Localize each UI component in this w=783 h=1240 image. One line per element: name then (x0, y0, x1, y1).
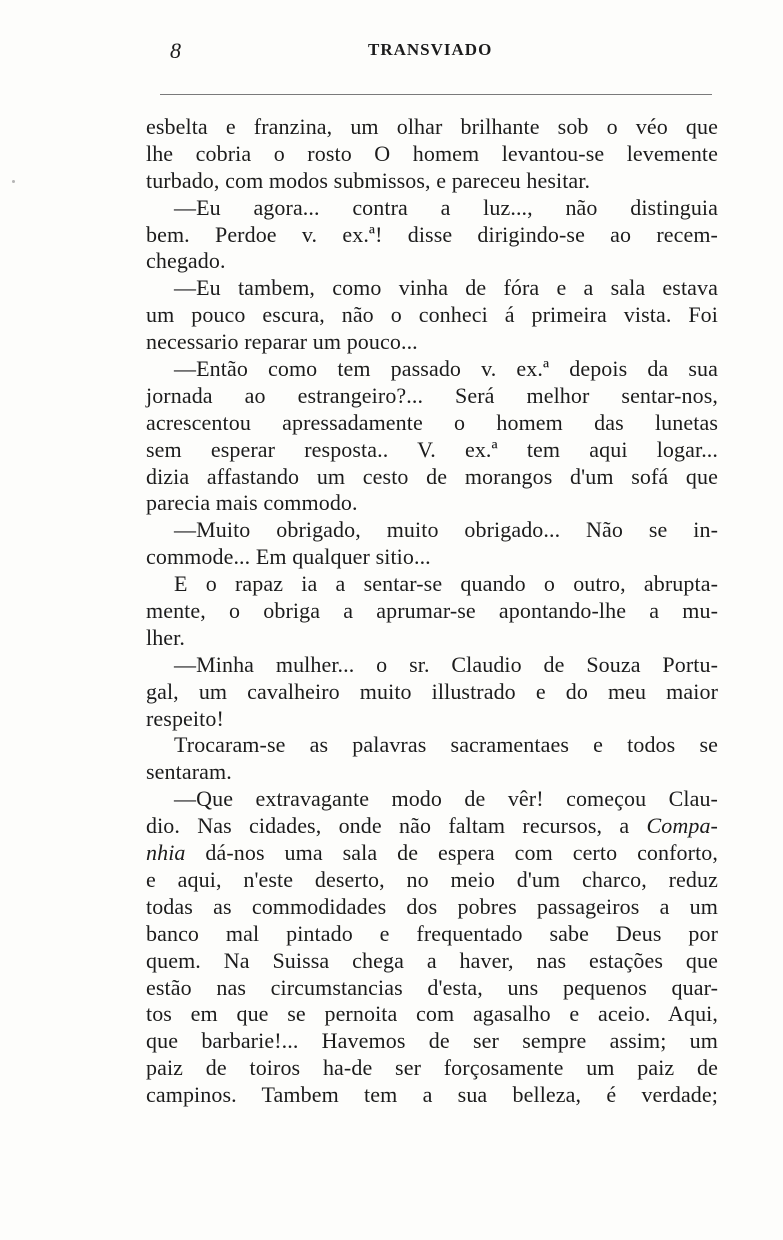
text-line: banco mal pintado e frequentado sabe Deus por (146, 920, 718, 946)
text-line: chegado. (146, 248, 226, 274)
text-line: —Eu tambem, como vinha de fóra e a sala estava (174, 275, 718, 301)
text-line: parecia mais commodo. (146, 490, 358, 516)
text-line: quem. Na Suissa chega a haver, nas estações que (146, 947, 718, 973)
text-line: turbado, com modos submissos, e pareceu hesitar. (146, 167, 591, 193)
paper-speck (12, 180, 15, 183)
text-line: commode... Em qualquer sitio... (146, 544, 431, 570)
text-line: lher. (146, 624, 185, 650)
text-line: dizia affastando um cesto de morangos d'um sofá que (146, 463, 718, 489)
text-line: sem esperar resposta.. V. ex.ª tem aqui logar... (146, 436, 718, 462)
text-line: estão nas circumstancias d'esta, uns pequenos quar- (146, 974, 718, 1000)
text-line: um pouco escura, não o conheci á primeira vista. Foi (146, 302, 718, 328)
running-head (170, 38, 530, 68)
text-line: sentaram. (146, 759, 232, 785)
text-line: bem. Perdoe v. ex.ª! disse dirigindo-se ao recem- (146, 221, 718, 247)
text-line: E o rapaz ia a sentar-se quando o outro, abrupta- (174, 571, 718, 597)
text-line: campinos. Tambem tem a sua belleza, é verdade; (146, 1082, 718, 1108)
text-line: dio. Nas cidades, onde não faltam recursos, a Compa- (146, 813, 718, 839)
text-line: paiz de toiros ha-de ser forçosamente um paiz de (146, 1055, 718, 1081)
running-title: TRANSVIADO (368, 40, 493, 59)
text-line: acrescentou apressadamente o homem das lunetas (146, 409, 718, 435)
body-text (146, 114, 718, 1109)
text-line: jornada ao estrangeiro?... Será melhor sentar-nos, (146, 382, 718, 408)
header-rule (160, 94, 712, 95)
text-line: necessario reparar um pouco... (146, 329, 418, 355)
text-line: gal, um cavalheiro muito illustrado e do meu maior (146, 678, 718, 704)
page-number: 8 (170, 38, 181, 63)
text-line: todas as commodidades dos pobres passageiros a um (146, 893, 718, 919)
text-line: esbelta e franzina, um olhar brilhante sob o véo que (146, 114, 718, 139)
text-line: —Então como tem passado v. ex.ª depois da sua (174, 356, 718, 382)
text-line: lhe cobria o rosto O homem levantou-se levemente (146, 140, 718, 166)
text-line: —Minha mulher... o sr. Claudio de Souza Portu- (174, 651, 718, 677)
text-line: —Eu agora... contra a luz..., não distinguia (174, 194, 718, 220)
text-line: respeito! (146, 705, 224, 731)
text-line: tos em que se pernoita com agasalho e aceio. Aqui, (146, 1001, 718, 1027)
text-line: —Que extravagante modo de vêr! começou Clau- (174, 786, 718, 812)
text-line: e aqui, n'este deserto, no meio d'um charco, reduz (146, 866, 718, 892)
text-line: —Muito obrigado, muito obrigado... Não se in- (174, 517, 718, 543)
text-line: mente, o obriga a aprumar-se apontando-lhe a mu- (146, 598, 718, 624)
text-line: Trocaram-se as palavras sacramentaes e todos se (174, 732, 718, 758)
text-line: nhia dá-nos uma sala de espera com certo conforto, (146, 840, 718, 866)
text-line: que barbarie!... Havemos de ser sempre assim; um (146, 1028, 718, 1054)
